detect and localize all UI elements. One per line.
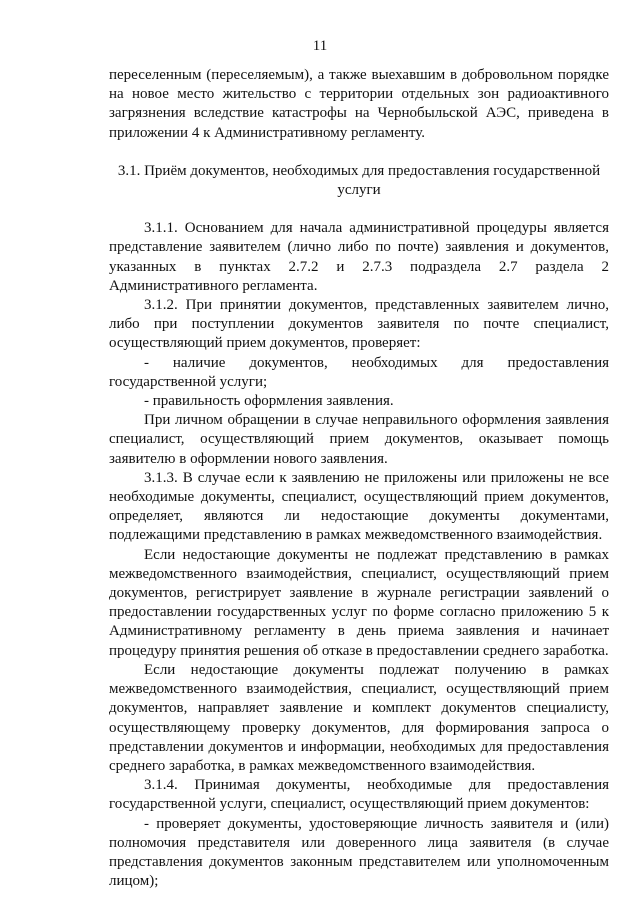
paragraph-personal-visit: При личном обращении в случае неправильного оформления заявления специалист, осуществляющий прием документов, оказывает помощь заявителю в оформлении нового заявления.: [109, 412, 609, 467]
page-number: 11: [312, 38, 328, 54]
section-heading: 3.1. Приём документов, необходимых для предоставления государственной услуги: [117, 162, 601, 199]
paragraph-interdepartmental: Если недостающие документы подлежат получению в рамках межведомственного взаимодействия, специалист, осуществляющий прием документов, направляет заявление и комплект документов специалисту, осуществляющему проверку документов, для формирования запроса о представлении документов и информации, необходимых для предоставления среднего заработка, в рамках межведомственного взаимодействия.: [109, 661, 609, 774]
paragraph-not-interdepartmental: Если недостающие документы не подлежат представлению в рамках межведомственного взаимодействия, специалист, осуществляющий прием документов, регистрирует заявление в журнале регистрации заявлений о предоставлении государственных услуг по форме согласно приложению 5 к Административному регламенту в день приема заявления и начинает процедуру принятия решения об отказе в предоставлении среднего заработка.: [109, 546, 609, 659]
paragraph-3-1-4: 3.1.4. Принимая документы, необходимые для предоставления государственной услуги, специалист, осуществляющий прием документов:: [109, 777, 609, 813]
list-item-documents-check: - наличие документов, необходимых для предоставления государственной услуги;: [109, 354, 609, 390]
paragraph-continuation: переселенным (переселяемым), а также выехавшим в добровольном порядке на новое место жительство с территории отдельных зон радиоактивного загрязнения вследствие катастрофы на Чернобыльской АЭС, приведена в приложении 4 к Административному регламенту.: [109, 67, 609, 141]
list-item-application-check: - правильность оформления заявления.: [144, 393, 394, 410]
document-body: [109, 66, 609, 891]
paragraph-3-1-2: 3.1.2. При принятии документов, представленных заявителем лично, либо при поступлении документов заявителя по почте специалист, осуществляющий прием документов, проверяет:: [109, 297, 609, 352]
paragraph-3-1-3: 3.1.3. В случае если к заявлению не приложены или приложены не все необходимые документы, специалист, осуществляющий прием документов, определяет, являются ли недостающие документы документами, подлежащими представлению в рамках межведомственного взаимодействия.: [109, 469, 609, 544]
list-item-identity-check: - проверяет документы, удостоверяющие личность заявителя и (или) полномочия представителя или доверенного лица заявителя (в случае представления документов законным представителем или уполномоченным лицом);: [109, 815, 609, 890]
paragraph-3-1-1: 3.1.1. Основанием для начала административной процедуры является представление заявителем (лично либо по почте) заявления и документов, указанных в пунктах 2.7.2 и 2.7.3 подраздела 2.7 раздела 2 Административного регламента.: [109, 220, 609, 294]
